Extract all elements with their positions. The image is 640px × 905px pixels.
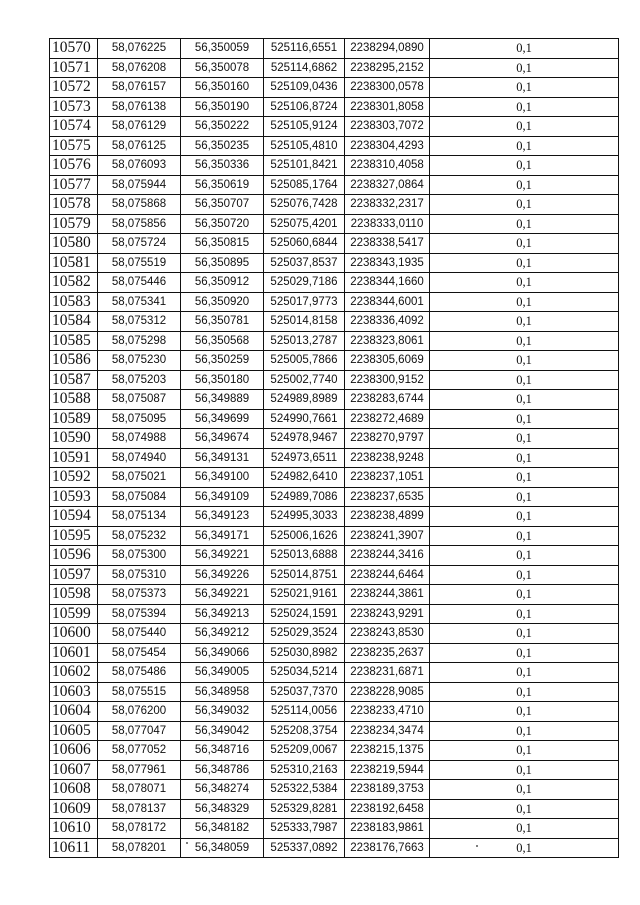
x-coordinate-cell: 525006,1626 [264, 526, 345, 546]
latitude-cell: 58,076225 [98, 39, 181, 59]
y-coordinate-cell: 2238323,8061 [345, 331, 430, 351]
y-coordinate-cell: 2238304,4293 [345, 136, 430, 156]
table-row [50, 390, 619, 410]
point-number: 10604 [50, 702, 98, 722]
x-coordinate-cell: 525085,1764 [264, 175, 345, 195]
x-coordinate-cell: 525105,9124 [264, 117, 345, 137]
longitude-cell: 56,348786 [181, 760, 264, 780]
longitude-cell: 56,349221 [181, 546, 264, 566]
accuracy-cell: 0,1 [430, 312, 619, 332]
longitude-cell: 56,349123 [181, 507, 264, 527]
y-coordinate-cell: 2238233,4710 [345, 702, 430, 722]
accuracy-cell: 0,1 [430, 760, 619, 780]
longitude-cell: 56,350781 [181, 312, 264, 332]
longitude-cell: 56,350222 [181, 117, 264, 137]
point-number: 10601 [50, 643, 98, 663]
point-number: 10600 [50, 624, 98, 644]
x-coordinate-cell: 525002,7740 [264, 370, 345, 390]
latitude-cell: 58,075519 [98, 253, 181, 273]
latitude-cell: 58,077047 [98, 721, 181, 741]
latitude-cell: 58,075134 [98, 507, 181, 527]
latitude-cell: 58,075486 [98, 663, 181, 683]
y-coordinate-cell: 2238272,4689 [345, 409, 430, 429]
longitude-cell: 56,350259 [181, 351, 264, 371]
longitude-cell: 56,350619 [181, 175, 264, 195]
x-coordinate-cell: 525109,0436 [264, 78, 345, 98]
point-number: 10610 [50, 819, 98, 839]
table-row [50, 312, 619, 332]
y-coordinate-cell: 2238336,4092 [345, 312, 430, 332]
longitude-cell: 56,350895 [181, 253, 264, 273]
longitude-cell: 56,349699 [181, 409, 264, 429]
point-number: 10585 [50, 331, 98, 351]
y-coordinate-cell: 2238192,6458 [345, 799, 430, 819]
y-coordinate-cell: 2238244,3861 [345, 585, 430, 605]
latitude-cell: 58,075084 [98, 487, 181, 507]
point-number: 10577 [50, 175, 98, 195]
x-coordinate-cell: 525208,3754 [264, 721, 345, 741]
point-number: 10605 [50, 721, 98, 741]
accuracy-cell: 0,1 [430, 546, 619, 566]
point-number: 10602 [50, 663, 98, 683]
table-row [50, 741, 619, 761]
accuracy-cell: 0,1 [430, 624, 619, 644]
y-coordinate-cell: 2238244,3416 [345, 546, 430, 566]
longitude-cell: 56,349005 [181, 663, 264, 683]
latitude-cell: 58,075373 [98, 585, 181, 605]
latitude-cell: 58,076157 [98, 78, 181, 98]
scan-speck [476, 845, 478, 847]
coordinates-table [49, 38, 619, 858]
accuracy-cell: 0,1 [430, 702, 619, 722]
table-row [50, 721, 619, 741]
longitude-cell: 56,349100 [181, 468, 264, 488]
table-row [50, 624, 619, 644]
point-number: 10575 [50, 136, 98, 156]
point-number: 10579 [50, 214, 98, 234]
x-coordinate-cell: 525101,8421 [264, 156, 345, 176]
longitude-cell: 56,348182 [181, 819, 264, 839]
table-row [50, 331, 619, 351]
x-coordinate-cell: 525037,7370 [264, 682, 345, 702]
accuracy-cell: 0,1 [430, 117, 619, 137]
latitude-cell: 58,077052 [98, 741, 181, 761]
table-row [50, 175, 619, 195]
x-coordinate-cell: 525209,0067 [264, 741, 345, 761]
x-coordinate-cell: 525017,9773 [264, 292, 345, 312]
latitude-cell: 58,074988 [98, 429, 181, 449]
longitude-cell: 56,350190 [181, 97, 264, 117]
table-row [50, 253, 619, 273]
latitude-cell: 58,076200 [98, 702, 181, 722]
longitude-cell: 56,350078 [181, 58, 264, 78]
point-number: 10596 [50, 546, 98, 566]
x-coordinate-cell: 525014,8158 [264, 312, 345, 332]
coordinates-table-body [50, 39, 619, 858]
table-row [50, 351, 619, 371]
x-coordinate-cell: 525029,7186 [264, 273, 345, 293]
point-number: 10593 [50, 487, 98, 507]
y-coordinate-cell: 2238303,7072 [345, 117, 430, 137]
table-row [50, 234, 619, 254]
point-number: 10576 [50, 156, 98, 176]
y-coordinate-cell: 2238305,6069 [345, 351, 430, 371]
table-row [50, 487, 619, 507]
accuracy-cell: 0,1 [430, 195, 619, 215]
x-coordinate-cell: 525105,4810 [264, 136, 345, 156]
latitude-cell: 58,075446 [98, 273, 181, 293]
x-coordinate-cell: 525322,5384 [264, 780, 345, 800]
point-number: 10571 [50, 58, 98, 78]
x-coordinate-cell: 525076,7428 [264, 195, 345, 215]
table-row [50, 273, 619, 293]
y-coordinate-cell: 2238344,6001 [345, 292, 430, 312]
accuracy-cell: 0,1 [430, 604, 619, 624]
point-number: 10570 [50, 39, 98, 59]
x-coordinate-cell: 524990,7661 [264, 409, 345, 429]
point-number: 10598 [50, 585, 98, 605]
point-number: 10584 [50, 312, 98, 332]
longitude-cell: 56,350920 [181, 292, 264, 312]
longitude-cell: 56,349066 [181, 643, 264, 663]
point-number: 10592 [50, 468, 98, 488]
y-coordinate-cell: 2238228,9085 [345, 682, 430, 702]
point-number: 10581 [50, 253, 98, 273]
accuracy-cell: 0,1 [430, 273, 619, 293]
x-coordinate-cell: 524995,3033 [264, 507, 345, 527]
point-number: 10591 [50, 448, 98, 468]
accuracy-cell: 0,1 [430, 390, 619, 410]
table-row [50, 682, 619, 702]
x-coordinate-cell: 525114,6862 [264, 58, 345, 78]
x-coordinate-cell: 524989,8989 [264, 390, 345, 410]
accuracy-cell: 0,1 [430, 526, 619, 546]
latitude-cell: 58,075515 [98, 682, 181, 702]
latitude-cell: 58,075394 [98, 604, 181, 624]
latitude-cell: 58,075856 [98, 214, 181, 234]
longitude-cell: 56,348958 [181, 682, 264, 702]
longitude-cell: 56,350059 [181, 39, 264, 59]
y-coordinate-cell: 2238327,0864 [345, 175, 430, 195]
latitude-cell: 58,075298 [98, 331, 181, 351]
x-coordinate-cell: 525014,8751 [264, 565, 345, 585]
longitude-cell: 56,349171 [181, 526, 264, 546]
latitude-cell: 58,076125 [98, 136, 181, 156]
x-coordinate-cell: 525333,7987 [264, 819, 345, 839]
x-coordinate-cell: 524982,6410 [264, 468, 345, 488]
latitude-cell: 58,078137 [98, 799, 181, 819]
y-coordinate-cell: 2238244,6464 [345, 565, 430, 585]
latitude-cell: 58,076208 [98, 58, 181, 78]
point-number: 10587 [50, 370, 98, 390]
longitude-cell: 56,350336 [181, 156, 264, 176]
y-coordinate-cell: 2238189,3753 [345, 780, 430, 800]
x-coordinate-cell: 525034,5214 [264, 663, 345, 683]
y-coordinate-cell: 2238332,2317 [345, 195, 430, 215]
accuracy-cell: 0,1 [430, 351, 619, 371]
latitude-cell: 58,076129 [98, 117, 181, 137]
table-row [50, 663, 619, 683]
y-coordinate-cell: 2238270,9797 [345, 429, 430, 449]
longitude-cell: 56,349032 [181, 702, 264, 722]
x-coordinate-cell: 525021,9161 [264, 585, 345, 605]
point-number: 10582 [50, 273, 98, 293]
latitude-cell: 58,075095 [98, 409, 181, 429]
accuracy-cell: 0,1 [430, 39, 619, 59]
longitude-cell: 56,349226 [181, 565, 264, 585]
point-number: 10608 [50, 780, 98, 800]
y-coordinate-cell: 2238243,8530 [345, 624, 430, 644]
table-row [50, 468, 619, 488]
latitude-cell: 58,075868 [98, 195, 181, 215]
accuracy-cell: 0,1 [430, 838, 619, 858]
longitude-cell: 56,349109 [181, 487, 264, 507]
longitude-cell: 56,350235 [181, 136, 264, 156]
longitude-cell: 56,348059 [181, 838, 264, 858]
table-row [50, 507, 619, 527]
table-row [50, 39, 619, 59]
point-number: 10595 [50, 526, 98, 546]
accuracy-cell: 0,1 [430, 721, 619, 741]
latitude-cell: 58,075203 [98, 370, 181, 390]
longitude-cell: 56,350815 [181, 234, 264, 254]
x-coordinate-cell: 525337,0892 [264, 838, 345, 858]
accuracy-cell: 0,1 [430, 214, 619, 234]
point-number: 10611 [50, 838, 98, 858]
y-coordinate-cell: 2238283,6744 [345, 390, 430, 410]
point-number: 10574 [50, 117, 98, 137]
y-coordinate-cell: 2238294,0890 [345, 39, 430, 59]
longitude-cell: 56,348329 [181, 799, 264, 819]
latitude-cell: 58,075232 [98, 526, 181, 546]
table-row [50, 448, 619, 468]
x-coordinate-cell: 525013,2787 [264, 331, 345, 351]
accuracy-cell: 0,1 [430, 663, 619, 683]
table-row [50, 702, 619, 722]
y-coordinate-cell: 2238300,9152 [345, 370, 430, 390]
longitude-cell: 56,350180 [181, 370, 264, 390]
accuracy-cell: 0,1 [430, 78, 619, 98]
table-row [50, 643, 619, 663]
latitude-cell: 58,075087 [98, 390, 181, 410]
latitude-cell: 58,075944 [98, 175, 181, 195]
longitude-cell: 56,350720 [181, 214, 264, 234]
longitude-cell: 56,348274 [181, 780, 264, 800]
point-number: 10588 [50, 390, 98, 410]
accuracy-cell: 0,1 [430, 156, 619, 176]
longitude-cell: 56,349213 [181, 604, 264, 624]
y-coordinate-cell: 2238333,0110 [345, 214, 430, 234]
y-coordinate-cell: 2238310,4058 [345, 156, 430, 176]
latitude-cell: 58,075724 [98, 234, 181, 254]
table-row [50, 546, 619, 566]
table-row [50, 838, 619, 858]
point-number: 10609 [50, 799, 98, 819]
point-number: 10573 [50, 97, 98, 117]
table-row [50, 78, 619, 98]
accuracy-cell: 0,1 [430, 780, 619, 800]
latitude-cell: 58,075341 [98, 292, 181, 312]
y-coordinate-cell: 2238237,1051 [345, 468, 430, 488]
point-number: 10578 [50, 195, 98, 215]
accuracy-cell: 0,1 [430, 97, 619, 117]
accuracy-cell: 0,1 [430, 468, 619, 488]
table-row [50, 585, 619, 605]
point-number: 10583 [50, 292, 98, 312]
x-coordinate-cell: 524978,9467 [264, 429, 345, 449]
table-row [50, 58, 619, 78]
table-row [50, 97, 619, 117]
y-coordinate-cell: 2238344,1660 [345, 273, 430, 293]
point-number: 10586 [50, 351, 98, 371]
latitude-cell: 58,078201 [98, 838, 181, 858]
accuracy-cell: 0,1 [430, 409, 619, 429]
table-row [50, 799, 619, 819]
table-row [50, 214, 619, 234]
point-number: 10603 [50, 682, 98, 702]
point-number: 10606 [50, 741, 98, 761]
table-row [50, 292, 619, 312]
longitude-cell: 56,348716 [181, 741, 264, 761]
y-coordinate-cell: 2238183,9861 [345, 819, 430, 839]
x-coordinate-cell: 525060,6844 [264, 234, 345, 254]
table-row [50, 526, 619, 546]
latitude-cell: 58,078071 [98, 780, 181, 800]
x-coordinate-cell: 525013,6888 [264, 546, 345, 566]
accuracy-cell: 0,1 [430, 429, 619, 449]
y-coordinate-cell: 2238343,1935 [345, 253, 430, 273]
y-coordinate-cell: 2238235,2637 [345, 643, 430, 663]
y-coordinate-cell: 2238241,3907 [345, 526, 430, 546]
accuracy-cell: 0,1 [430, 819, 619, 839]
y-coordinate-cell: 2238231,6871 [345, 663, 430, 683]
longitude-cell: 56,349131 [181, 448, 264, 468]
x-coordinate-cell: 524989,7086 [264, 487, 345, 507]
y-coordinate-cell: 2238300,0578 [345, 78, 430, 98]
accuracy-cell: 0,1 [430, 741, 619, 761]
y-coordinate-cell: 2238301,8058 [345, 97, 430, 117]
table-row [50, 156, 619, 176]
x-coordinate-cell: 525005,7866 [264, 351, 345, 371]
accuracy-cell: 0,1 [430, 643, 619, 663]
latitude-cell: 58,074940 [98, 448, 181, 468]
point-number: 10590 [50, 429, 98, 449]
latitude-cell: 58,075300 [98, 546, 181, 566]
accuracy-cell: 0,1 [430, 370, 619, 390]
longitude-cell: 56,350568 [181, 331, 264, 351]
latitude-cell: 58,076093 [98, 156, 181, 176]
table-row [50, 370, 619, 390]
x-coordinate-cell: 525116,6551 [264, 39, 345, 59]
x-coordinate-cell: 525329,8281 [264, 799, 345, 819]
accuracy-cell: 0,1 [430, 682, 619, 702]
latitude-cell: 58,075440 [98, 624, 181, 644]
point-number: 10580 [50, 234, 98, 254]
latitude-cell: 58,075312 [98, 312, 181, 332]
accuracy-cell: 0,1 [430, 799, 619, 819]
scan-speck [186, 842, 188, 844]
point-number: 10594 [50, 507, 98, 527]
latitude-cell: 58,075230 [98, 351, 181, 371]
table-row [50, 604, 619, 624]
longitude-cell: 56,349221 [181, 585, 264, 605]
y-coordinate-cell: 2238219,5944 [345, 760, 430, 780]
table-row [50, 429, 619, 449]
longitude-cell: 56,349212 [181, 624, 264, 644]
x-coordinate-cell: 525114,0056 [264, 702, 345, 722]
point-number: 10597 [50, 565, 98, 585]
accuracy-cell: 0,1 [430, 136, 619, 156]
point-number: 10589 [50, 409, 98, 429]
table-row [50, 195, 619, 215]
y-coordinate-cell: 2238238,4899 [345, 507, 430, 527]
table-row [50, 819, 619, 839]
accuracy-cell: 0,1 [430, 507, 619, 527]
y-coordinate-cell: 2238238,9248 [345, 448, 430, 468]
y-coordinate-cell: 2238234,3474 [345, 721, 430, 741]
x-coordinate-cell: 525075,4201 [264, 214, 345, 234]
latitude-cell: 58,076138 [98, 97, 181, 117]
longitude-cell: 56,349674 [181, 429, 264, 449]
x-coordinate-cell: 525024,1591 [264, 604, 345, 624]
latitude-cell: 58,078172 [98, 819, 181, 839]
x-coordinate-cell: 525310,2163 [264, 760, 345, 780]
point-number: 10607 [50, 760, 98, 780]
table-row [50, 565, 619, 585]
table-row [50, 760, 619, 780]
y-coordinate-cell: 2238243,9291 [345, 604, 430, 624]
x-coordinate-cell: 525029,3524 [264, 624, 345, 644]
accuracy-cell: 0,1 [430, 175, 619, 195]
x-coordinate-cell: 524973,6511 [264, 448, 345, 468]
x-coordinate-cell: 525106,8724 [264, 97, 345, 117]
accuracy-cell: 0,1 [430, 253, 619, 273]
y-coordinate-cell: 2238176,7663 [345, 838, 430, 858]
accuracy-cell: 0,1 [430, 58, 619, 78]
y-coordinate-cell: 2238338,5417 [345, 234, 430, 254]
accuracy-cell: 0,1 [430, 331, 619, 351]
latitude-cell: 58,075310 [98, 565, 181, 585]
latitude-cell: 58,077961 [98, 760, 181, 780]
longitude-cell: 56,350707 [181, 195, 264, 215]
latitude-cell: 58,075021 [98, 468, 181, 488]
x-coordinate-cell: 525037,8537 [264, 253, 345, 273]
y-coordinate-cell: 2238237,6535 [345, 487, 430, 507]
longitude-cell: 56,350160 [181, 78, 264, 98]
table-row [50, 780, 619, 800]
longitude-cell: 56,350912 [181, 273, 264, 293]
table-row [50, 117, 619, 137]
longitude-cell: 56,349889 [181, 390, 264, 410]
accuracy-cell: 0,1 [430, 565, 619, 585]
point-number: 10599 [50, 604, 98, 624]
longitude-cell: 56,349042 [181, 721, 264, 741]
y-coordinate-cell: 2238215,1375 [345, 741, 430, 761]
x-coordinate-cell: 525030,8982 [264, 643, 345, 663]
accuracy-cell: 0,1 [430, 448, 619, 468]
point-number: 10572 [50, 78, 98, 98]
accuracy-cell: 0,1 [430, 487, 619, 507]
table-row [50, 409, 619, 429]
table-row [50, 136, 619, 156]
accuracy-cell: 0,1 [430, 292, 619, 312]
accuracy-cell: 0,1 [430, 234, 619, 254]
accuracy-cell: 0,1 [430, 585, 619, 605]
y-coordinate-cell: 2238295,2152 [345, 58, 430, 78]
latitude-cell: 58,075454 [98, 643, 181, 663]
